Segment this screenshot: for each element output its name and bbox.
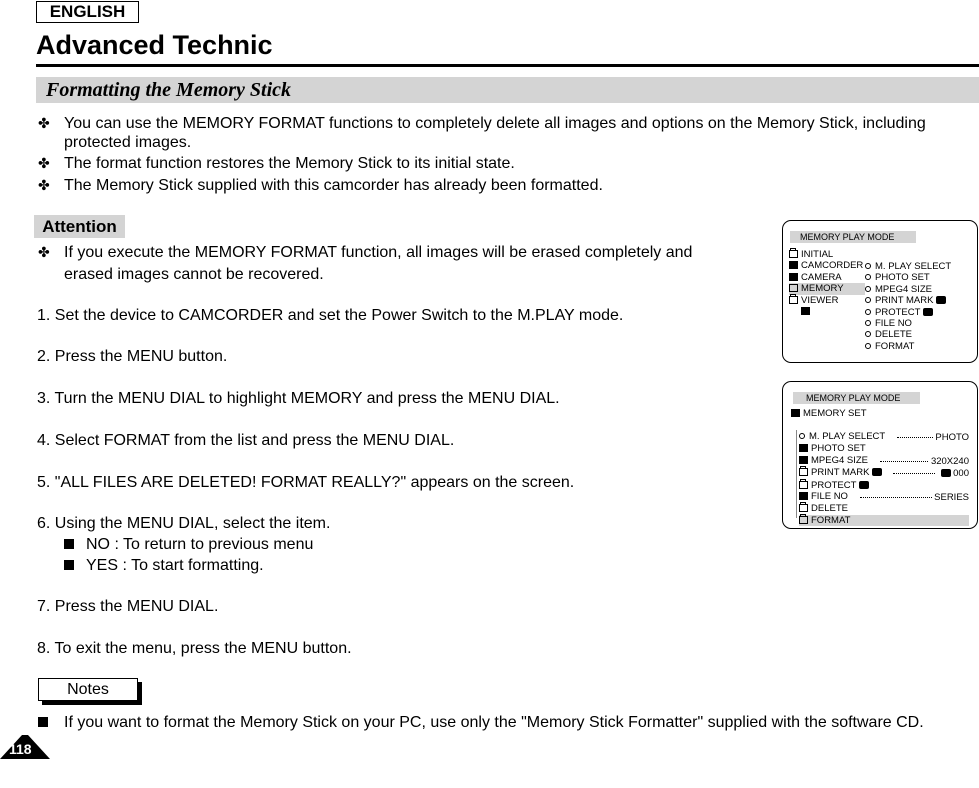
row-delete: DELETE (799, 503, 969, 514)
file-icon (799, 492, 808, 500)
lock-icon (923, 308, 933, 316)
row-mplay-select: M. PLAY SELECT PHOTO (799, 431, 969, 443)
folder-icon (799, 516, 808, 524)
menu-item-camcorder: CAMCORDER (789, 260, 865, 271)
camera-icon (789, 273, 798, 281)
folder-icon (789, 296, 798, 304)
folder-icon (789, 250, 798, 258)
print-icon (941, 469, 951, 477)
menu-screen-memory-play-mode (782, 220, 978, 363)
radio-icon (865, 274, 871, 280)
language-tab: ENGLISH (36, 1, 139, 23)
row-file-no: FILE NO SERIES (799, 491, 969, 503)
radio-icon (799, 433, 805, 439)
radio-icon (865, 297, 871, 303)
folder-icon (799, 468, 808, 476)
screen1-right-menu (865, 261, 951, 352)
picture-icon (801, 307, 810, 315)
submenu-item: PHOTO SET (865, 272, 951, 283)
memory-icon (791, 409, 800, 417)
step-7: 7. Press the MENU DIAL. (37, 598, 219, 615)
menu-screen-memory-set (782, 381, 978, 529)
notes-text: If you want to format the Memory Stick on your PC, use only the "Memory Stick Formatter" supplied with the software CD. (38, 713, 924, 733)
step-6: 6. Using the MENU DIAL, select the item. (37, 515, 331, 532)
step-6-option-no: NO : To return to previous menu (64, 535, 313, 555)
submenu-item: PROTECT (865, 307, 951, 318)
submenu-item: FORMAT (865, 341, 951, 352)
folder-icon (799, 481, 808, 489)
submenu-item: PRINT MARK (865, 295, 951, 306)
radio-icon (865, 286, 871, 292)
submenu-item: MPEG4 SIZE (865, 284, 951, 295)
cross-bullet-icon: ✤ (38, 115, 50, 131)
row-photo-set: PHOTO SET (799, 443, 969, 454)
row-print-mark: PRINT MARK 000 (799, 467, 969, 479)
square-bullet-icon (64, 539, 74, 549)
submenu-item: FILE NO (865, 318, 951, 329)
print-icon (872, 468, 882, 476)
row-format: FORMAT (799, 515, 969, 526)
radio-icon (865, 320, 871, 326)
memory-icon (789, 284, 798, 292)
step-6-option-yes: YES : To start formatting. (64, 556, 264, 576)
section-title: Formatting the Memory Stick (46, 79, 292, 101)
folder-icon (799, 504, 808, 512)
step-8: 8. To exit the menu, press the MENU button. (37, 640, 352, 657)
step-2: 2. Press the MENU button. (37, 348, 228, 365)
square-bullet-icon (64, 560, 74, 570)
attention-label: Attention (34, 215, 125, 238)
square-bullet-icon (38, 717, 48, 727)
step-3: 3. Turn the MENU DIAL to highlight MEMORY and press the MENU DIAL. (37, 390, 560, 407)
screen-title: MEMORY PLAY MODE (793, 392, 920, 404)
menu-item-memory: MEMORY (789, 283, 865, 294)
lock-icon (859, 481, 869, 489)
radio-icon (865, 309, 871, 315)
section-header (36, 77, 979, 103)
video-icon (799, 456, 808, 464)
screen2-rows (799, 431, 969, 526)
row-mpeg4-size: MPEG4 SIZE 320X240 (799, 455, 969, 467)
screen2-header: MEMORY SET (791, 408, 867, 419)
page-number: 118 (9, 741, 32, 757)
screen1-left-menu (789, 249, 865, 317)
screen-title: MEMORY PLAY MODE (790, 231, 916, 243)
notes-label-box (38, 678, 142, 705)
step-5: 5. "ALL FILES ARE DELETED! FORMAT REALLY?" appears on the screen. (37, 474, 575, 491)
radio-icon (865, 331, 871, 337)
cross-bullet-icon: ✤ (38, 244, 50, 260)
camera-icon (799, 444, 808, 452)
menu-item-initial: INITIAL (789, 249, 865, 260)
step-4: 4. Select FORMAT from the list and press the MENU DIAL. (37, 432, 455, 449)
page-title: Advanced Technic (36, 30, 273, 60)
menu-item-viewer: VIEWER (789, 295, 865, 306)
print-icon (936, 296, 946, 304)
title-divider (36, 64, 979, 67)
radio-icon (865, 263, 871, 269)
step-1: 1. Set the device to CAMCORDER and set the Power Switch to the M.PLAY mode. (37, 307, 624, 324)
cross-bullet-icon: ✤ (38, 177, 50, 193)
radio-icon (865, 343, 871, 349)
menu-item-camera: CAMERA (789, 272, 865, 283)
row-protect: PROTECT (799, 480, 969, 491)
camcorder-icon (789, 261, 798, 269)
submenu-item: DELETE (865, 329, 951, 340)
notes-label: Notes (38, 678, 138, 701)
cross-bullet-icon: ✤ (38, 155, 50, 171)
submenu-item: M. PLAY SELECT (865, 261, 951, 272)
